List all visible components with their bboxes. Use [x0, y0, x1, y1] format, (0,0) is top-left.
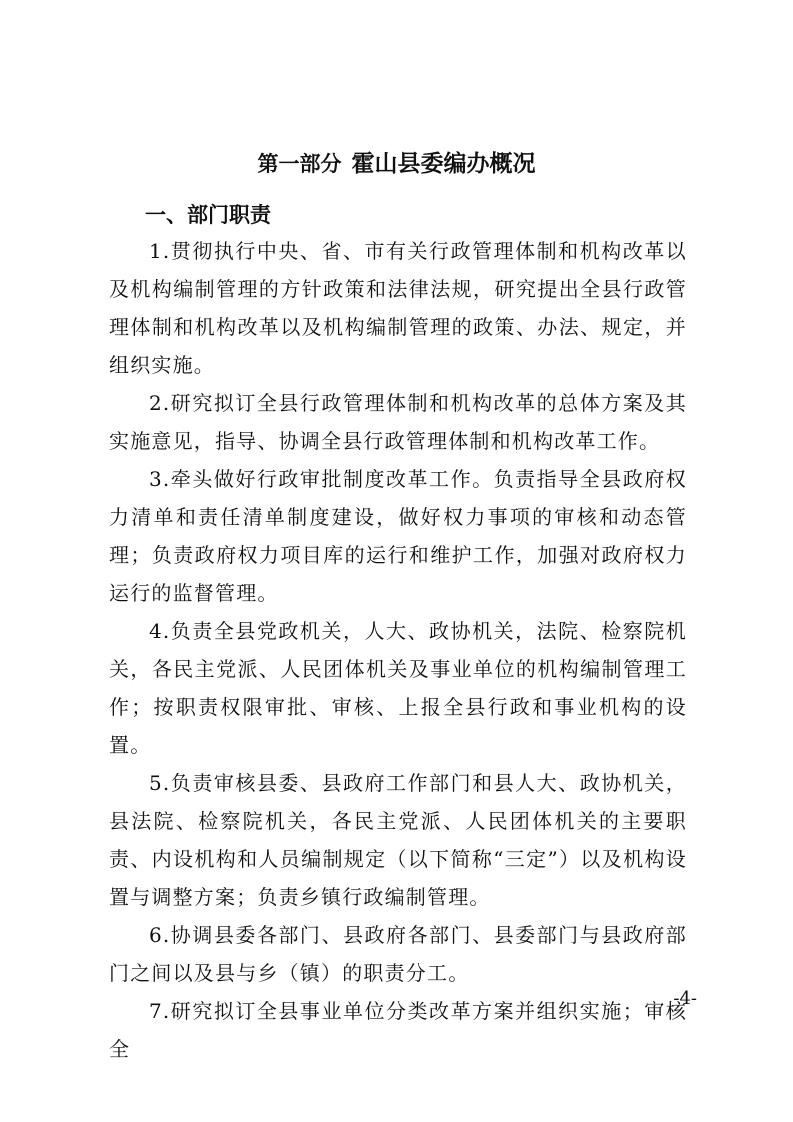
paragraph: 7.研究拟订全县事业单位分类改革方案并组织实施；审核全 — [109, 999, 687, 1061]
paragraph: 5.负责审核县委、县政府工作部门和县人大、政协机关，县法院、检察院机关，各民主党派、人民团体机关的主要职责、内设机构和人员编制规定（以下简称“三定”）以及机构设置与调整方案；负责乡镇行政编制管理。 — [109, 771, 687, 909]
paragraph: 3.牵头做好行政审批制度改革工作。负责指导全县政府权力清单和责任清单制度建设，做好权力事项的审核和动态管理；负责政府权力项目库的运行和维护工作，加强对政府权力运行的监督管理。 — [109, 467, 687, 605]
section-heading: 一、部门职责 — [145, 203, 271, 227]
paragraph: 1.贯彻执行中央、省、市有关行政管理体制和机构改革以及机构编制管理的方针政策和法律法规，研究提出全县行政管理体制和机构改革以及机构编制管理的政策、办法、规定，并组织实施。 — [109, 239, 687, 377]
title-text: 霍山县委编办概况 — [351, 151, 536, 177]
paragraph: 4.负责全县党政机关，人大、政协机关，法院、检察院机关，各民主党派、人民团体机关及事业单位的机构编制管理工作；按职责权限审批、审核、上报全县行政和事业机构的设置。 — [109, 619, 687, 757]
document-body — [109, 232, 687, 1068]
page-number: -4- — [673, 988, 697, 1009]
paragraph: 2.研究拟订全县行政管理体制和机构改革的总体方案及其实施意见，指导、协调全县行政管理体制和机构改革工作。 — [109, 391, 687, 453]
paragraph: 6.协调县委各部门、县政府各部门、县委部门与县政府部门之间以及县与乡（镇）的职责分工。 — [109, 923, 687, 985]
part-label: 第一部分 — [257, 152, 342, 176]
page-title — [0, 145, 793, 178]
